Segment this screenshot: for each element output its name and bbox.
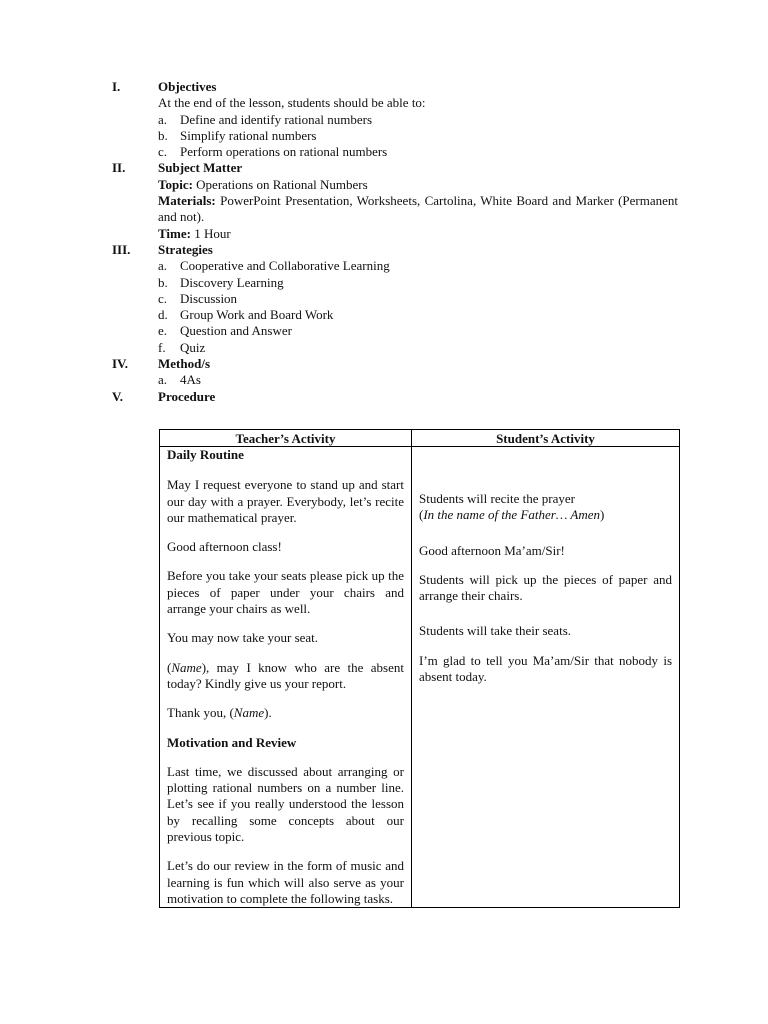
list-item: a. Define and identify rational numbers: [158, 111, 373, 127]
section-numeral: I.: [112, 79, 121, 94]
list-item: c. Perform operations on rational numbers: [158, 144, 388, 160]
teacher-activity-cell: [160, 447, 412, 908]
list-item: f. Quiz: [158, 339, 206, 355]
list-item: c. Discussion: [158, 290, 238, 306]
teacher-greeting-text: Good afternoon class!: [167, 539, 282, 555]
section-procedure: [112, 389, 678, 405]
time-line: Time: 1 Hour: [158, 225, 231, 241]
student-absent-text: I’m glad to tell you Ma’am/Sir that nobody is absent today.: [419, 652, 672, 685]
teacher-review-text: Last time, we discussed about arranging or plotting rational numbers on a number line. Let’s see if you really understood the lesson by recalling some concepts about our previous topic.: [167, 763, 404, 845]
list-item: d. Group Work and Board Work: [158, 307, 334, 323]
teacher-music-text: Let’s do our review in the form of music and learning is fun which will also serve as your motivation to complete the following tasks.: [167, 858, 404, 906]
section-objectives: [112, 79, 678, 160]
student-prayer-text: Students will recite the prayer (In the name of the Father… Amen): [419, 491, 605, 523]
section-numeral: IV.: [112, 356, 129, 372]
section-title: Strategies: [158, 241, 213, 257]
teacher-absent-text: (Name), may I know who are the absent today? Kindly give us your report.: [167, 659, 404, 691]
lesson-outline: [112, 79, 678, 405]
list-item: a. 4As: [158, 372, 201, 388]
table-row: [160, 447, 680, 908]
list-item: b. Simplify rational numbers: [158, 127, 317, 143]
list-item: a. Cooperative and Collaborative Learning: [158, 258, 390, 274]
section-numeral: II.: [112, 160, 126, 176]
student-activity-cell: [412, 447, 680, 908]
student-greeting-text: Good afternoon Ma’am/Sir!: [419, 542, 565, 558]
table-header-row: [160, 430, 680, 447]
teacher-paper-text: Before you take your seats please pick up the pieces of paper under your chairs and arrange your chairs as well.: [167, 568, 404, 617]
motivation-heading: Motivation and Review: [167, 734, 297, 750]
list-item: b. Discovery Learning: [158, 274, 284, 290]
daily-routine-heading: Daily Routine: [167, 447, 244, 462]
section-strategies: [112, 242, 678, 356]
procedure-table: [159, 429, 680, 908]
section-methods: [112, 356, 678, 389]
section-title: Method/s: [158, 356, 210, 372]
list-item: e. Question and Answer: [158, 323, 292, 339]
teacher-seat-text: You may now take your seat.: [167, 630, 319, 646]
materials-line: Materials: PowerPoint Presentation, Worksheets, Cartolina, White Board and Marker (Permanent and not).: [158, 193, 679, 225]
section-numeral: III.: [112, 241, 131, 257]
student-activity-header: Student’s Activity: [412, 430, 680, 447]
section-title: Objectives: [158, 79, 217, 94]
student-seat-text: Students will take their seats.: [419, 623, 572, 639]
objectives-intro: At the end of the lesson, students should be able to:: [158, 95, 426, 111]
topic-line: Topic: Operations on Rational Numbers: [158, 176, 368, 192]
section-subject-matter: [112, 160, 678, 241]
section-numeral: V.: [112, 388, 123, 404]
section-title: Procedure: [158, 388, 216, 404]
teacher-prayer-text: May I request everyone to stand up and start our day with a prayer. Everybody, let’s recite our mathematical prayer.: [167, 477, 404, 525]
teacher-thanks-text: Thank you, (Name).: [167, 705, 272, 721]
section-title: Subject Matter: [158, 160, 243, 176]
student-paper-text: Students will pick up the pieces of paper and arrange their chairs.: [419, 571, 672, 604]
teacher-activity-header: Teacher’s Activity: [160, 430, 412, 447]
